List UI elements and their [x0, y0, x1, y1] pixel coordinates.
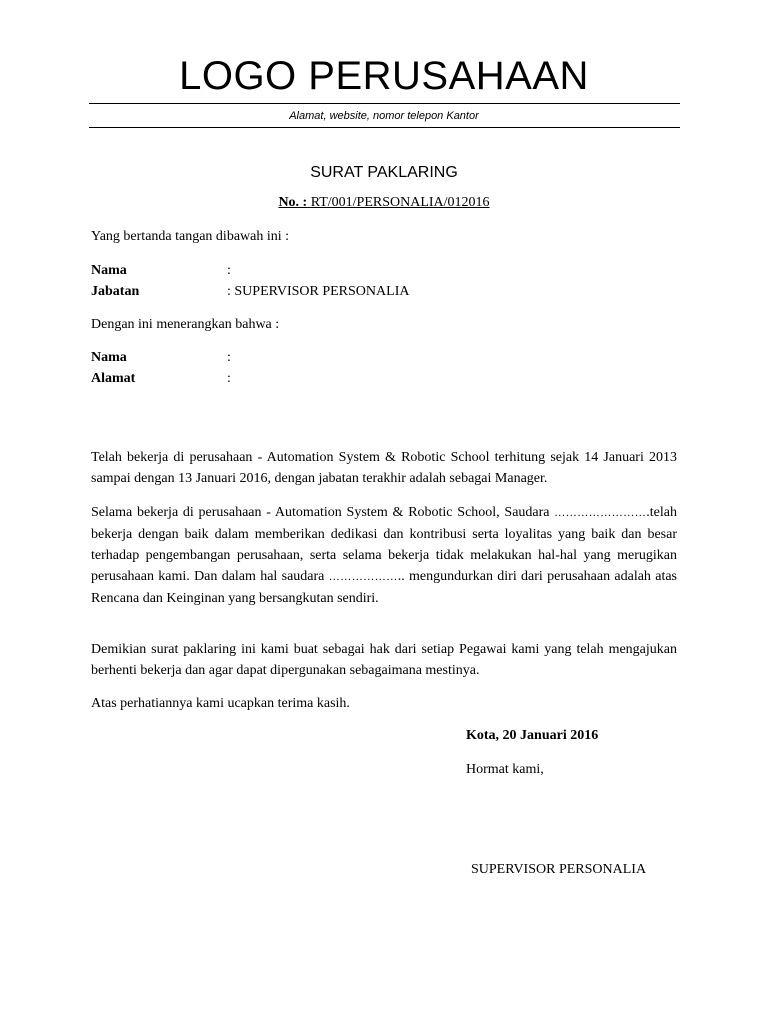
closing-greeting: Hormat kami,: [466, 762, 544, 777]
company-address-line: Alamat, website, nomor telepon Kantor: [289, 110, 479, 122]
conduct-text-end: .. mengundurkan diri dari perusahaan adalah atas Rencana dan Keinginan yang bersangkutan sendiri.: [91, 569, 677, 606]
conduct-text-start: Selama bekerja di perusahaan - Automation System & Robotic School, Saudara: [91, 505, 550, 520]
document-number-label: No. :: [278, 195, 308, 210]
signer-position-value: : SUPERVISOR PERSONALIA: [227, 284, 410, 299]
document-number: [0, 194, 768, 212]
body-paragraph-employment: Telah bekerja di perusahaan - Automation System & Robotic School terhitung sejak 14 Januari 2013 sampai dengan 13 Januari 2016, dengan jabatan terakhir adalah sebagai Manager.: [91, 450, 677, 486]
company-logo-text: LOGO PERUSAHAAN: [179, 54, 589, 98]
employee-name-blank: ……………………: [554, 507, 647, 519]
employee-name-blank-2: ………………: [328, 571, 398, 583]
body-paragraph-purpose: Demikian surat paklaring ini kami buat sebagai hak dari setiap Pegawai kami yang telah mengajukan berhenti bekerja dan agar dapat dipergunakan sebagaimana mestinya.: [91, 642, 677, 678]
conduct-text-middle: .telah bekerja dengan baik dalam memberikan dedikasi dan kontribusi serta loyalitas yang baik dan besar terhadap pengembangan perusahaan, serta selama bekerja tidak melakukan hal-hal yang merugikan perusahaan kami. Dan dalam hal saudara: [91, 505, 677, 584]
document-number-value: RT/001/PERSONALIA/012016: [310, 195, 490, 210]
signer-intro: Yang bertanda tangan dibawah ini :: [91, 229, 290, 244]
letterhead-bottom-rule: [89, 127, 680, 128]
place-and-date: Kota, 20 Januari 2016: [466, 728, 599, 743]
signer-name-value: :: [227, 263, 231, 278]
letterhead-top-rule: [89, 103, 680, 104]
subject-address-value: :: [227, 371, 231, 386]
signer-title: SUPERVISOR PERSONALIA: [471, 862, 647, 877]
subject-address-label: Alamat: [91, 371, 136, 386]
signer-position-label: Jabatan: [91, 284, 140, 299]
closing-thanks: Atas perhatiannya kami ucapkan terima kasih.: [91, 696, 350, 711]
document-title: SURAT PAKLARING: [310, 164, 458, 181]
body-paragraph-conduct: [91, 502, 677, 609]
subject-name-value: :: [227, 350, 231, 365]
signer-name-label: Nama: [91, 263, 127, 278]
subject-intro: Dengan ini menerangkan bahwa :: [91, 317, 280, 332]
subject-name-label: Nama: [91, 350, 127, 365]
